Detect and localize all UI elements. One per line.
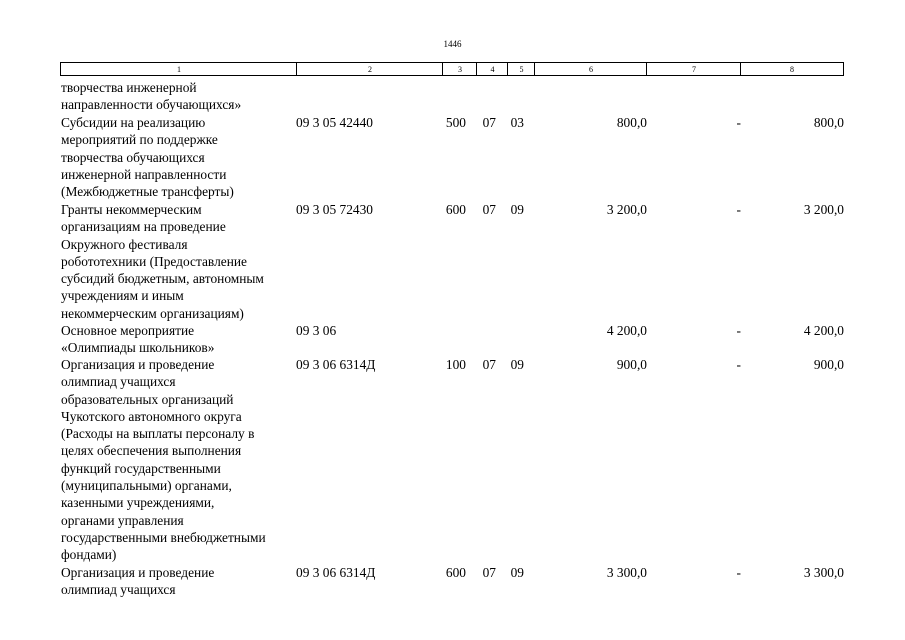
row-col-7: - — [736, 357, 741, 372]
row-col-5: 03 — [510, 115, 524, 130]
row-col-4: 07 — [482, 202, 496, 217]
row-code: 09 3 06 — [296, 323, 337, 338]
row-col-4: 07 — [482, 565, 496, 580]
page-number: 1446 — [443, 39, 462, 49]
row-code: 09 3 05 72430 — [296, 202, 373, 217]
row-col-7: - — [736, 565, 741, 580]
row-name: Основное мероприятие «Олимпиады школьников» — [61, 323, 215, 356]
header-col-5: 5 — [507, 62, 535, 76]
row-col-4: 07 — [482, 115, 496, 130]
row-name: Гранты некоммерческим организациям на проведение Окружного фестиваля робототехники (Предоставление субсидий бюджетным, автономным учреждениям и иным некоммерческим организациям) — [61, 202, 264, 321]
row-col-8: 900,0 — [813, 357, 844, 372]
table-header — [60, 62, 844, 77]
row-name: Организация и проведение олимпиад учащихся образовательных организаций Чукотского автономного округа (Расходы на выплаты персоналу в целях обеспечения выполнения функций государственными (муниципальными) органами, казенными учреждениями, органами управления государственными внебюджетными фондами) — [61, 357, 266, 563]
row-col-3: 100 — [445, 357, 466, 372]
header-col-7: 7 — [646, 62, 741, 76]
row-col-5: 09 — [510, 202, 524, 217]
row-col-7: - — [736, 323, 741, 338]
row-col-5: 09 — [510, 565, 524, 580]
header-col-4: 4 — [476, 62, 508, 76]
row-col-8: 4 200,0 — [803, 323, 844, 338]
header-col-3: 3 — [442, 62, 477, 76]
row-col-8: 3 200,0 — [803, 202, 844, 217]
row-col-6: 3 300,0 — [606, 565, 647, 580]
header-col-1: 1 — [60, 62, 297, 76]
row-col-3: 600 — [445, 202, 466, 217]
row-col-6: 900,0 — [616, 357, 647, 372]
row-code: 09 3 06 6314Д — [296, 357, 376, 372]
row-name: Организация и проведение олимпиад учащихся — [61, 565, 215, 598]
row-code: 09 3 05 42440 — [296, 115, 373, 130]
row-col-6: 4 200,0 — [606, 323, 647, 338]
row-col-5: 09 — [510, 357, 524, 372]
row-col-3: 600 — [445, 565, 466, 580]
header-col-8: 8 — [740, 62, 844, 76]
row-col-7: - — [736, 202, 741, 217]
row-col-6: 3 200,0 — [606, 202, 647, 217]
row-col-8: 3 300,0 — [803, 565, 844, 580]
row-col-7: - — [736, 115, 741, 130]
row-col-6: 800,0 — [616, 115, 647, 130]
row-code: 09 3 06 6314Д — [296, 565, 376, 580]
row-col-4: 07 — [482, 357, 496, 372]
row-col-8: 800,0 — [813, 115, 844, 130]
row-name: Субсидии на реализацию мероприятий по поддержке творчества обучающихся инженерной направленности (Межбюджетные трансферты) — [61, 115, 234, 200]
header-col-2: 2 — [296, 62, 443, 76]
row-name: творчества инженерной направленности обучающихся» — [61, 80, 242, 113]
row-col-3: 500 — [445, 115, 466, 130]
header-col-6: 6 — [534, 62, 647, 76]
